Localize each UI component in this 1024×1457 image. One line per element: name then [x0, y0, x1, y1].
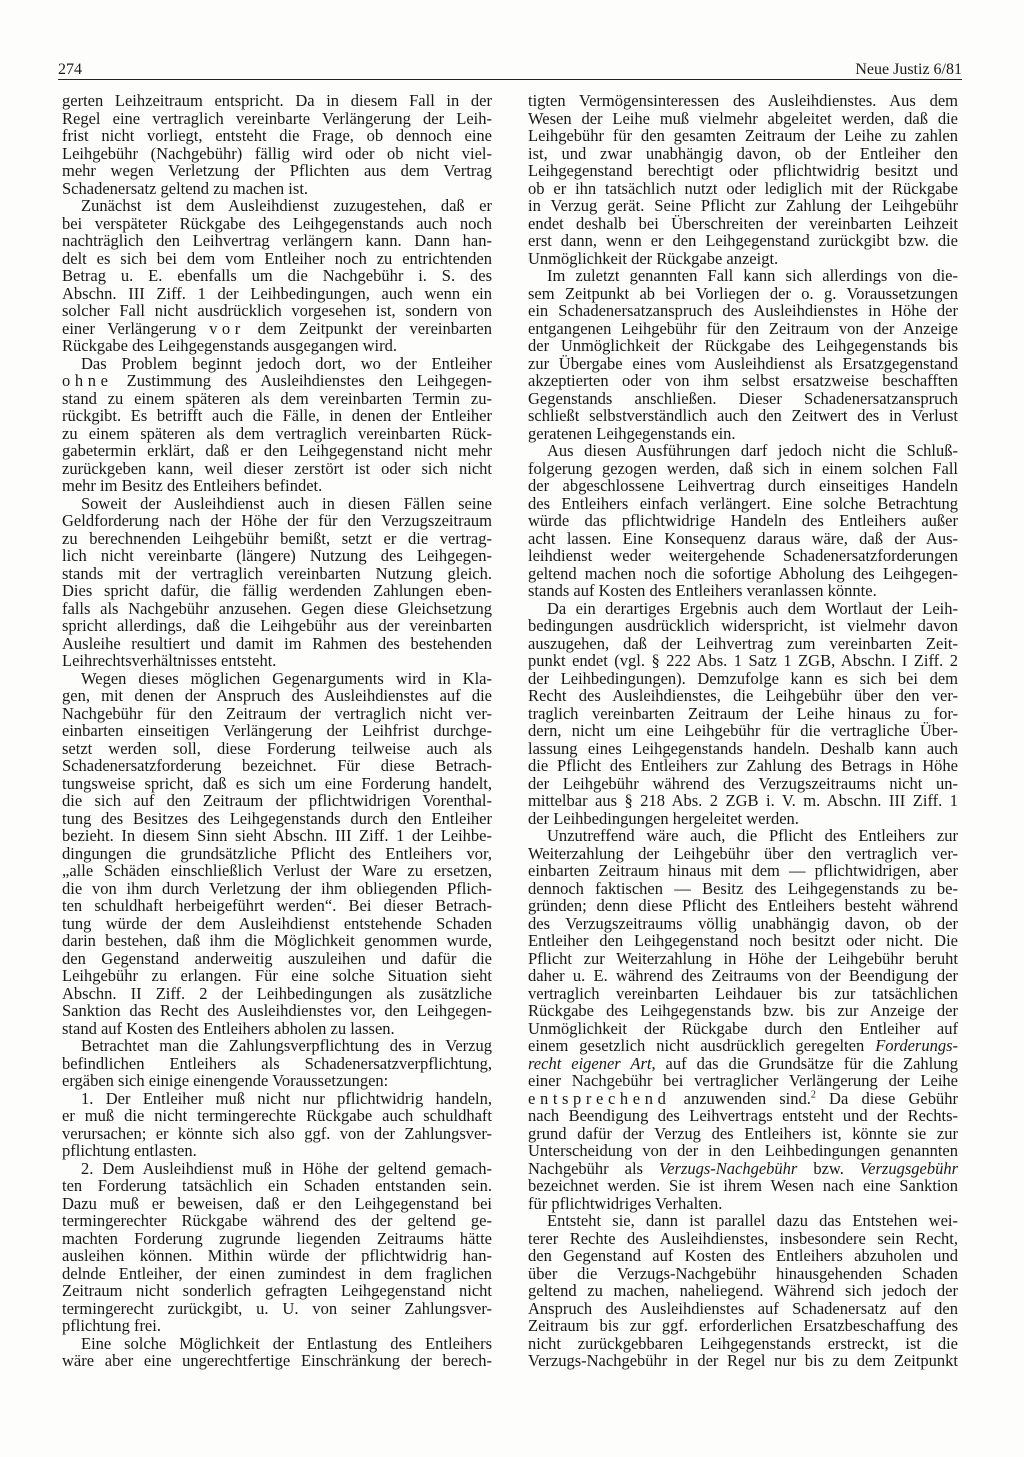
text-line: Pflicht zur Weiterzahlung in Höhe der Leihgebühr beruht [528, 948, 958, 968]
text-line: zu berechnenden Leihgebühr bemißt, setzt er die vertrag- [62, 528, 492, 548]
text-line: lassung eines Leihgegenstands handeln. Deshalb kann auch [528, 738, 958, 758]
text-line: befindlichen Entleihers als Schadenersatzverpflichtung, [62, 1053, 492, 1073]
text-line: die sich auf den Zeitraum der pflichtwidrigen Vorenthal- [62, 791, 492, 810]
footnote-marker: 2 [810, 1089, 816, 1100]
text-line: Ausleihe resultiert und damit im Rahmen des bestehenden [62, 633, 492, 653]
text-line: dern, nicht um eine Leihgebühr für die vertragliche Über- [528, 721, 958, 740]
text-line: Zeitraum bis zur ggf. erforderlichen Ersatzbeschaffung des [528, 1316, 958, 1335]
text-line: des Entleihers einfach verlängert. Eine solche Betrachtung [528, 493, 958, 513]
paragraph [528, 92, 958, 267]
text-line: geltend zu machen, naheliegend. Während sich jedoch der [528, 1281, 958, 1300]
text-line: Sanktion das Recht des Ausleihdienstes vor, den Leihgegen- [62, 1001, 492, 1020]
text-line: mittelbar aus § 218 Abs. 2 ZGB i. V. m. Abschn. III Ziff. 1 [528, 791, 958, 810]
text-line: gen, mit denen der Anspruch des Ausleihdienstes auf die [62, 686, 492, 705]
text-line: Leihgegenstand berechtigt oder pflichtwidrig besitzt und [528, 161, 958, 180]
text-line: mehr wegen Verletzung der Pflichten aus dem Vertrag [62, 161, 492, 180]
text-line: ob er ihn tatsächlich nutzt oder lediglich mit der Rückgabe [528, 178, 958, 198]
text-line: delt es sich bei dem vom Entleiher noch zu entrichtenden [62, 248, 492, 268]
text-line: gründen; denn diese Pflicht des Entleihers besteht während [528, 896, 958, 915]
text-line: Recht des Ausleihdienstes, die Leihgebühr über den ver- [528, 686, 958, 705]
text-line: Verzugs-Nachgebühr in der Regel nur bis zu dem Zeitpunkt [528, 1351, 958, 1370]
italic-text: Verzugs-Nachgebühr [658, 1158, 798, 1178]
text-line: entgangenen Leihgebühr für den Zeitraum von der Anzeige [528, 318, 958, 338]
text-line: Dazu muß er beweisen, daß er den Leihgegenstand bei [62, 1193, 492, 1213]
text-line: daher u. E. während des Zeitraums von der Beendigung der [528, 966, 958, 985]
text-line: Abschn. III Ziff. 1 der Leihbedingungen, auch wenn ein [62, 283, 492, 303]
text-line: Leihgebühr (Nachgebühr) fällig wird oder ob nicht viel- [62, 143, 492, 163]
text-line: einbarten Zeitraum hinaus mit dem — pflichtwidrigen, aber [528, 861, 958, 880]
text-line: Unzutreffend wäre auch, die Pflicht des Entleihers zur [547, 826, 958, 845]
text-line: Geldforderung nach der Höhe der für den Verzugszeitraum [62, 511, 492, 530]
running-header [58, 61, 962, 80]
text-line: ten schuldhaft herbeigeführt werden“. Bei dieser Betrach- [62, 896, 492, 915]
paragraph [62, 197, 492, 355]
text-line: gabetermin erklärt, daß er den Leihgegenstand nicht mehr [62, 441, 492, 460]
text-line: erst dann, wenn er den Leihgegenstand zurückgibt bzw. die [528, 231, 958, 250]
text-line: die Pflicht des Entleihers zur Zahlung des Betrags in Höhe [528, 756, 958, 775]
text-line: des Verzugszeitraums völlig unabhängig davon, ob der [528, 913, 958, 933]
text-line: gerten Leihzeitraum entspricht. Da in diesem Fall in der [62, 91, 492, 110]
text-line: schließt selbstverständlich auch den Zeitwert des in Verlust [528, 406, 958, 425]
paragraph [62, 355, 492, 495]
text-line: spricht allerdings, daß die Leihgebühr aus der vereinbarten [62, 616, 492, 635]
italic-text: recht eigener Art [528, 1053, 652, 1073]
paragraph [62, 92, 492, 197]
text-line [62, 320, 492, 338]
text-line: Weiterzahlung der Leihgebühr über den vertraglich ver- [528, 843, 958, 863]
text-line: Betrachtet man die Zahlungsverpflichtung des in Verzug [81, 1036, 492, 1055]
text-run: Zustimmung des Ausleihdienstes den Leihgegen- [112, 371, 492, 390]
text-line: stands auf Kosten des Entleihers veranlassen könnte. [528, 581, 877, 600]
text-line: den Gegenstand anderweitig auszuleihen und dafür die [62, 948, 492, 968]
text-line: grund dafür der Verzug des Entleihers ist, könnte sie zur [528, 1123, 958, 1143]
text-line: 2. Dem Ausleihdienst muß in Höhe der geltend gemach- [81, 1158, 492, 1178]
text-line: bedingungen ausdrücklich widerspricht, ist vielmehr davon [528, 616, 958, 635]
text-line [528, 1090, 958, 1108]
text-line: für pflichtwidriges Verhalten. [528, 1193, 723, 1213]
text-line: darin bestehen, daß ihm die Möglichkeit genommen wurde, [62, 931, 492, 950]
text-line: stands mit der vertraglich vereinbarten Nutzung gleich. [62, 563, 492, 583]
right-column [528, 92, 958, 1370]
text-line: terer Rechte des Ausleihdienstes, insbesondere sein Recht, [528, 1228, 958, 1248]
text-line: Unmöglichkeit der Rückgabe anzeigt. [528, 248, 779, 268]
text-line: auszugehen, daß der Leihvertrag zum vereinbarten Zeit- [528, 633, 958, 653]
text-line [528, 1055, 958, 1073]
text-line: Zunächst ist dem Ausleihdienst zuzugestehen, daß er [81, 196, 492, 215]
text-line: falls als Nachgebühr anzusehen. Gegen diese Gleichsetzung [62, 598, 492, 618]
text-line: 1. Der Entleiher muß nicht nur pflichtwidrig handeln, [81, 1088, 492, 1108]
text-line: Anspruch des Ausleihdienstes auf Schadenersatz auf den [528, 1298, 958, 1318]
text-line: Zeitraum nicht sonderlich gefragten Leihgegenstand nicht [62, 1281, 492, 1300]
text-line: geratenen Leihgegenstands ein. [528, 423, 736, 443]
text-line: Schadenersatzforderung bezeichnet. Für diese Betrach- [62, 756, 492, 775]
text-line: Nachgebühr für den Zeitraum der vertraglich nicht ver- [62, 703, 492, 723]
text-line: würde das pflichtwidrige Handeln des Entleihers außer [528, 511, 958, 530]
paragraph [62, 1335, 492, 1370]
text-line: Gegenstands anschließen. Dieser Schadenersatzanspruch [528, 388, 958, 408]
text-line: zu einem späteren als dem vertraglich vereinbarten Rück- [62, 423, 492, 443]
left-column [62, 92, 492, 1370]
paragraph [528, 600, 958, 828]
text-line [62, 372, 492, 390]
text-line: einer Nachgebühr bei vertraglicher Verlängerung der Leihe [528, 1071, 958, 1090]
text-line: tungsweise spricht, daß es sich um eine Forderung handelt, [62, 773, 492, 793]
text-line: der Leihbedingungen hergeleitet werden. [528, 808, 799, 828]
paragraph [528, 827, 958, 1212]
text-line: Unmöglichkeit der Rückgabe durch den Entleiher auf [528, 1018, 958, 1038]
text-line: endet deshalb bei Überschreiten der vereinbarten Leihzeit [528, 213, 958, 233]
text-line: stand zu einem späteren als dem vereinbarten Termin zu- [62, 388, 492, 408]
text-line: Soweit der Ausleihdienst auch in diesen Fällen seine [81, 493, 492, 513]
text-line: Unterscheidung von der in den Leihbedingungen genannten [528, 1141, 958, 1160]
text-line: bei verspäteter Rückgabe des Leihgegenstands auch noch [62, 213, 492, 233]
paragraph [62, 1160, 492, 1335]
page-number: 274 [58, 61, 82, 78]
text-line: Dies spricht dafür, die fällig werdenden Zahlungen eben- [62, 581, 492, 600]
text-run: Nachgebühr als [528, 1158, 659, 1178]
text-line: ausleihen können. Mithin würde der pflichtwidrig han- [62, 1246, 492, 1265]
spaced-emphasis-text: ohne [62, 371, 113, 390]
paragraph [528, 442, 958, 600]
text-line: frist nicht vorliegt, entsteht die Frage, ob dennoch eine [62, 126, 492, 145]
paragraph [62, 1037, 492, 1090]
text-line [528, 1037, 958, 1055]
text-line: folgerung gezogen werden, daß sich in einem solchen Fall [528, 458, 958, 478]
text-line: dennoch faktischen — Besitz des Leihgegenstands zu be- [528, 878, 958, 898]
text-line: bezieht. In diesem Sinn sieht Abschn. III Ziff. 1 der Leihbe- [62, 826, 492, 845]
text-line: solcher Fall nicht ausdrücklich vorgesehen ist, sondern von [62, 301, 492, 320]
italic-text: Forderungs- [875, 1036, 958, 1055]
text-line: pflichtung entlasten. [62, 1141, 197, 1160]
text-line: Leihrechtsverhältnisses entsteht. [62, 651, 277, 670]
text-line: Entsteht sie, dann ist parallel dazu das Entstehen wei- [547, 1211, 958, 1230]
text-run: , auf das die Grundsätze für die Zahlung [651, 1053, 958, 1073]
text-line: der abgeschlossene Leihvertrag durch einseitiges Handeln [528, 476, 958, 495]
text-line: Rückgabe des Leihgegenstands ausgegangen wird. [62, 336, 397, 355]
text-line: Entleiher den Leihgegenstand noch besitzt oder nicht. Die [528, 931, 958, 950]
text-line: termingerechter Rückgabe während des der geltend ge- [62, 1211, 492, 1230]
text-line: Aus diesen Ausführungen darf jedoch nicht die Schluß- [547, 441, 958, 460]
text-line: stand auf Kosten des Entleihers abholen zu lassen. [62, 1018, 395, 1038]
spaced-emphasis-text: vor [209, 318, 245, 338]
text-line: nicht zurückgebbaren Leihgegenstands erstreckt, ist die [528, 1333, 958, 1353]
text-line: Rückgabe des Leihgegenstands bzw. bis zur Anzeige der [528, 1001, 958, 1020]
text-line: traglich vereinbarten Zeitraum der Leihe hinaus zu for- [528, 703, 958, 723]
text-line: sem Zeitpunkt ab bei Vorliegen der o. g. Voraussetzungen [528, 283, 958, 303]
text-run: einer Verlängerung [62, 318, 210, 338]
text-run: dem Zeitpunkt der vereinbarten [244, 318, 492, 338]
text-line: Schadenersatz geltend zu machen ist. [62, 178, 309, 198]
spaced-emphasis-text: entsprechend [528, 1088, 671, 1108]
text-line: akzeptierten oder von ihm selbst ersatzweise beschafften [528, 371, 958, 390]
text-line: ten Forderung tatsächlich ein Schaden entstanden sein. [62, 1176, 492, 1195]
text-line: pflichtung frei. [62, 1316, 161, 1335]
text-line: verursachen; er könnte sich also ggf. von der Zahlungsver- [62, 1123, 492, 1143]
text-line: einbarten einseitigen Verlängerung der Leihfrist durchge- [62, 721, 492, 740]
text-line: Im zuletzt genannten Fall kann sich allerdings von die- [547, 266, 958, 285]
text-line: in Verzug gerät. Seine Pflicht zur Zahlung der Leihgebühr [528, 196, 958, 215]
text-line: Regel eine vertraglich vereinbarte Verlängerung der Leih- [62, 108, 492, 128]
text-line: Abschn. II Ziff. 2 der Leihbedingungen als zusätzliche [62, 983, 492, 1003]
text-line: „alle Schäden einschließlich Verlust der Ware zu ersetzen, [62, 861, 492, 880]
text-line: der Leihgebühr während des Verzugszeitraums nicht un- [528, 773, 958, 793]
text-line: ist, und zwar unabhängig davon, ob der Entleiher den [528, 143, 958, 163]
text-line: tigten Vermögensinteressen des Ausleihdienstes. Aus dem [528, 91, 958, 110]
text-line: der Unmöglichkeit der Rückgabe des Leihgegenstands bis [528, 336, 958, 355]
text-line: wäre aber eine ungerechtfertige Einschränkung der berech- [62, 1351, 492, 1370]
text-line: machten Forderung zugrunde liegenden Zeitraums hätte [62, 1228, 492, 1248]
paragraph [62, 495, 492, 670]
text-line: delnde Entleiher, der einen zumindest in dem fraglichen [62, 1263, 492, 1283]
text-line: den Gegenstand auf Kosten des Entleihers abzuholen und [528, 1246, 958, 1265]
text-line: der Leihbedingungen). Demzufolge kann es sich bei dem [528, 668, 958, 688]
text-line: punkt endet (vgl. § 222 Abs. 1 Satz 1 ZGB, Abschn. I Ziff. 2 [528, 651, 958, 670]
paragraph [62, 1090, 492, 1160]
text-line: mehr im Besitz des Entleihers befindet. [62, 476, 323, 495]
text-line [528, 1160, 958, 1178]
text-line: Das Problem beginnt jedoch dort, wo der Entleiher [81, 353, 492, 373]
text-line: Leihgebühr zu erlangen. Für eine solche Situation sieht [62, 966, 492, 985]
text-line: Eine solche Möglichkeit der Entlastung des Entleihers [81, 1333, 492, 1353]
text-line: acht lassen. Eine Konsequenz daraus wäre, daß der Aus- [528, 528, 958, 548]
text-line: geltend machen noch die sofortige Abholung des Leihgegen- [528, 563, 958, 583]
text-line: Leihgebühr für den gesamten Zeitraum der Leihe zu zahlen [528, 126, 958, 145]
text-line: leihdienst weder weitergehende Schadenersatzforderungen [528, 546, 958, 565]
text-line: die von ihm durch Verletzung der ihm obliegenden Pflich- [62, 878, 492, 898]
journal-issue: Neue Justiz 6/81 [855, 61, 962, 78]
paragraph [528, 1212, 958, 1370]
text-line: Betrag u. E. ebenfalls um die Nachgebühr i. S. des [62, 266, 492, 285]
text-line: tung würde der dem Ausleihdienst entstehende Schaden [62, 913, 492, 933]
text-line: Da ein derartiges Ergebnis auch dem Wortlaut der Leih- [547, 598, 958, 618]
text-line: er muß die nicht termingerechte Rückgabe auch schuldhaft [62, 1106, 492, 1125]
text-line: bezeichnet werden. Sie ist ihrem Wesen nach eine Sanktion [528, 1176, 958, 1195]
text-line: termingerecht zurückgibt, u. U. von seiner Zahlungsver- [62, 1298, 492, 1318]
text-line: zur Übergabe eines vom Ausleihdienst als Ersatzgegenstand [528, 353, 958, 373]
text-line: vertraglich vereinbarten Leihdauer bis zur tatsächlichen [528, 983, 958, 1003]
text-line: Wesen der Leihe muß vielmehr abgeleitet werden, daß die [528, 108, 958, 128]
text-line: dingungen die grundsätzliche Pflicht des Entleihers vor, [62, 843, 492, 863]
text-line: tung des Besitzes des Leihgegenstands durch den Entleiher [62, 808, 492, 828]
text-line: zurückgeben kann, weil dieser zerstört ist oder sich nicht [62, 458, 492, 478]
text-run: anzuwenden sind. [670, 1088, 811, 1108]
text-line: ein Schadenersatzanspruch des Ausleihdienstes in Höhe der [528, 301, 958, 320]
text-run: einem gesetzlich nicht ausdrücklich geregelten [528, 1036, 876, 1055]
text-line: nach Beendigung des Leihvertrags entsteht und der Rechts- [528, 1106, 958, 1125]
text-line: setzt werden soll, diese Forderung teilweise auch als [62, 738, 492, 758]
text-line: nachträglich den Leihvertrag verlängern kann. Dann han- [62, 231, 492, 250]
text-run: Da diese Gebühr [815, 1088, 958, 1108]
text-line: Wegen dieses möglichen Gegenarguments wird in Kla- [81, 668, 492, 688]
text-line: lich nicht vereinbarte (längere) Nutzung des Leihgegen- [62, 546, 492, 565]
text-run: bzw. [797, 1158, 860, 1178]
text-line: rückgibt. Es betrifft auch die Fälle, in denen der Entleiher [62, 406, 492, 425]
paragraph [528, 267, 958, 442]
paragraph [62, 670, 492, 1038]
italic-text: Verzugsgebühr [859, 1158, 958, 1178]
text-line: über die Verzugs-Nachgebühr hinausgehenden Schaden [528, 1263, 958, 1283]
text-line: ergäben sich einige einengende Voraussetzungen: [62, 1071, 389, 1090]
